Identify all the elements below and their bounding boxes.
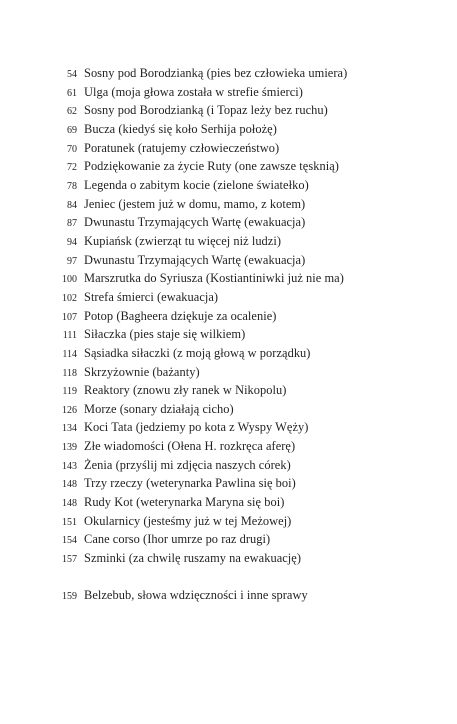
toc-entry-title: Strefa śmierci (ewakuacja) (84, 289, 219, 304)
toc-page-number: 139 (62, 442, 77, 454)
toc-entry-title: Dwunastu Trzymających Wartę (ewakuacja) (84, 215, 306, 230)
toc-entry (0, 101, 457, 120)
toc-entry-title: Bucza (kiedyś się koło Serhija położę) (84, 121, 277, 136)
toc-entry-title: Jeniec (jestem już w domu, mamo, z kotem) (84, 196, 306, 211)
toc-page-number: 72 (67, 162, 77, 174)
toc-entry-title: Sąsiadka siłaczki (z moją głową w porządku) (84, 345, 311, 360)
toc-page-number: 159 (62, 590, 77, 602)
toc-page-number: 107 (62, 311, 77, 323)
toc-entry-title: Żenia (przyślij mi zdjęcia naszych córek) (84, 457, 291, 472)
toc-page-number: 148 (62, 479, 77, 491)
toc-entry (0, 363, 457, 382)
toc-entry-title: Trzy rzeczy (weterynarka Pawlina się boi) (84, 476, 296, 491)
toc-page-number: 154 (62, 535, 77, 547)
toc-page-number: 151 (62, 516, 77, 528)
toc-entry (0, 64, 457, 83)
toc-entry-title: Kupiańsk (zwierząt tu więcej niż ludzi) (84, 233, 282, 248)
toc-entry-title: Rudy Kot (weterynarka Maryna się boi) (84, 495, 285, 510)
toc-entry (0, 288, 457, 307)
toc-entry-title: Podziękowanie za życie Ruty (one zawsze tęsknią) (84, 159, 339, 174)
toc-entry-title: Poratunek (ratujemy człowieczeństwo) (84, 140, 280, 155)
toc-page-number: 84 (67, 199, 77, 211)
toc-entry-title: Sosny pod Borodzianką (i Topaz leży bez ruchu) (84, 103, 328, 118)
toc-entry (0, 381, 457, 400)
toc-entry (0, 344, 457, 363)
toc-page-number: 126 (62, 404, 77, 416)
toc-page-number: 61 (67, 87, 77, 99)
toc-page-number: 69 (67, 124, 77, 136)
toc-entry-title: Potop (Bagheera dziękuje za ocalenie) (84, 308, 277, 323)
toc-entry (0, 493, 457, 512)
toc-entry (0, 176, 457, 195)
toc-page-number: 148 (62, 498, 77, 510)
toc-entry (0, 437, 457, 456)
toc-page-number: 118 (62, 367, 77, 379)
toc-page-number: 62 (67, 106, 77, 118)
toc-entry (0, 269, 457, 288)
table-of-contents (0, 64, 457, 604)
toc-entry-title: Złe wiadomości (Ołena H. rozkręca aferę) (84, 439, 296, 454)
toc-entry-title: Szminki (za chwilę ruszamy na ewakuację) (84, 551, 302, 566)
toc-entry (0, 120, 457, 139)
toc-entry (0, 213, 457, 232)
toc-entry (0, 512, 457, 531)
toc-page-number: 97 (67, 255, 77, 267)
toc-entry-title: Koci Tata (jedziemy po kota z Wyspy Węży) (84, 420, 309, 435)
toc-entry-title: Dwunastu Trzymających Wartę (ewakuacja) (84, 252, 306, 267)
toc-page-number: 54 (67, 69, 77, 80)
toc-entry (0, 456, 457, 475)
toc-entry (0, 549, 457, 568)
toc-page-number: 143 (62, 460, 77, 472)
toc-entry-title: Ulga (moja głowa została w strefie śmierci) (84, 84, 303, 99)
toc-page-number: 94 (67, 236, 77, 248)
toc-page-number: 78 (67, 180, 77, 192)
toc-entry-title: Belzebub, słowa wdzięczności i inne sprawy (84, 587, 308, 602)
toc-page-number: 134 (62, 423, 77, 435)
toc-entry-title: Okularnicy (jesteśmy już w tej Meżowej) (84, 513, 292, 528)
toc-entry-final (0, 586, 457, 605)
toc-page-number: 119 (62, 386, 77, 398)
toc-entry-title: Reaktory (znowu zły ranek w Nikopolu) (84, 383, 287, 398)
toc-page-number: 100 (62, 274, 77, 286)
toc-page-number: 157 (62, 554, 77, 566)
toc-entry (0, 400, 457, 419)
toc-page-number: 102 (62, 292, 77, 304)
toc-page-number: 111 (62, 330, 77, 342)
toc-entry (0, 139, 457, 158)
toc-page-number: 70 (67, 143, 77, 155)
toc-entry (0, 418, 457, 437)
toc-entry (0, 232, 457, 251)
toc-entry (0, 530, 457, 549)
toc-page-number: 87 (67, 218, 77, 230)
toc-entry (0, 307, 457, 326)
toc-entry (0, 325, 457, 344)
toc-entry (0, 195, 457, 214)
toc-entry-title: Cane corso (Ihor umrze po raz drugi) (84, 532, 271, 547)
toc-entry-title: Skrzyżownie (bażanty) (84, 364, 200, 379)
toc-entry (0, 251, 457, 270)
toc-page-number: 114 (62, 348, 77, 360)
toc-entry (0, 474, 457, 493)
toc-entry (0, 83, 457, 102)
toc-entry-title: Sosny pod Borodzianką (pies bez człowieka umiera) (84, 66, 348, 80)
toc-entry-title: Legenda o zabitym kocie (zielone światełko) (84, 177, 309, 192)
toc-entry-title: Marszrutka do Syriusza (Kostiantiniwki już nie ma) (84, 271, 344, 286)
toc-entry-title: Siłaczka (pies staje się wilkiem) (84, 327, 246, 342)
toc-entry-title: Morze (sonary działają cicho) (84, 401, 234, 416)
toc-entry (0, 157, 457, 176)
